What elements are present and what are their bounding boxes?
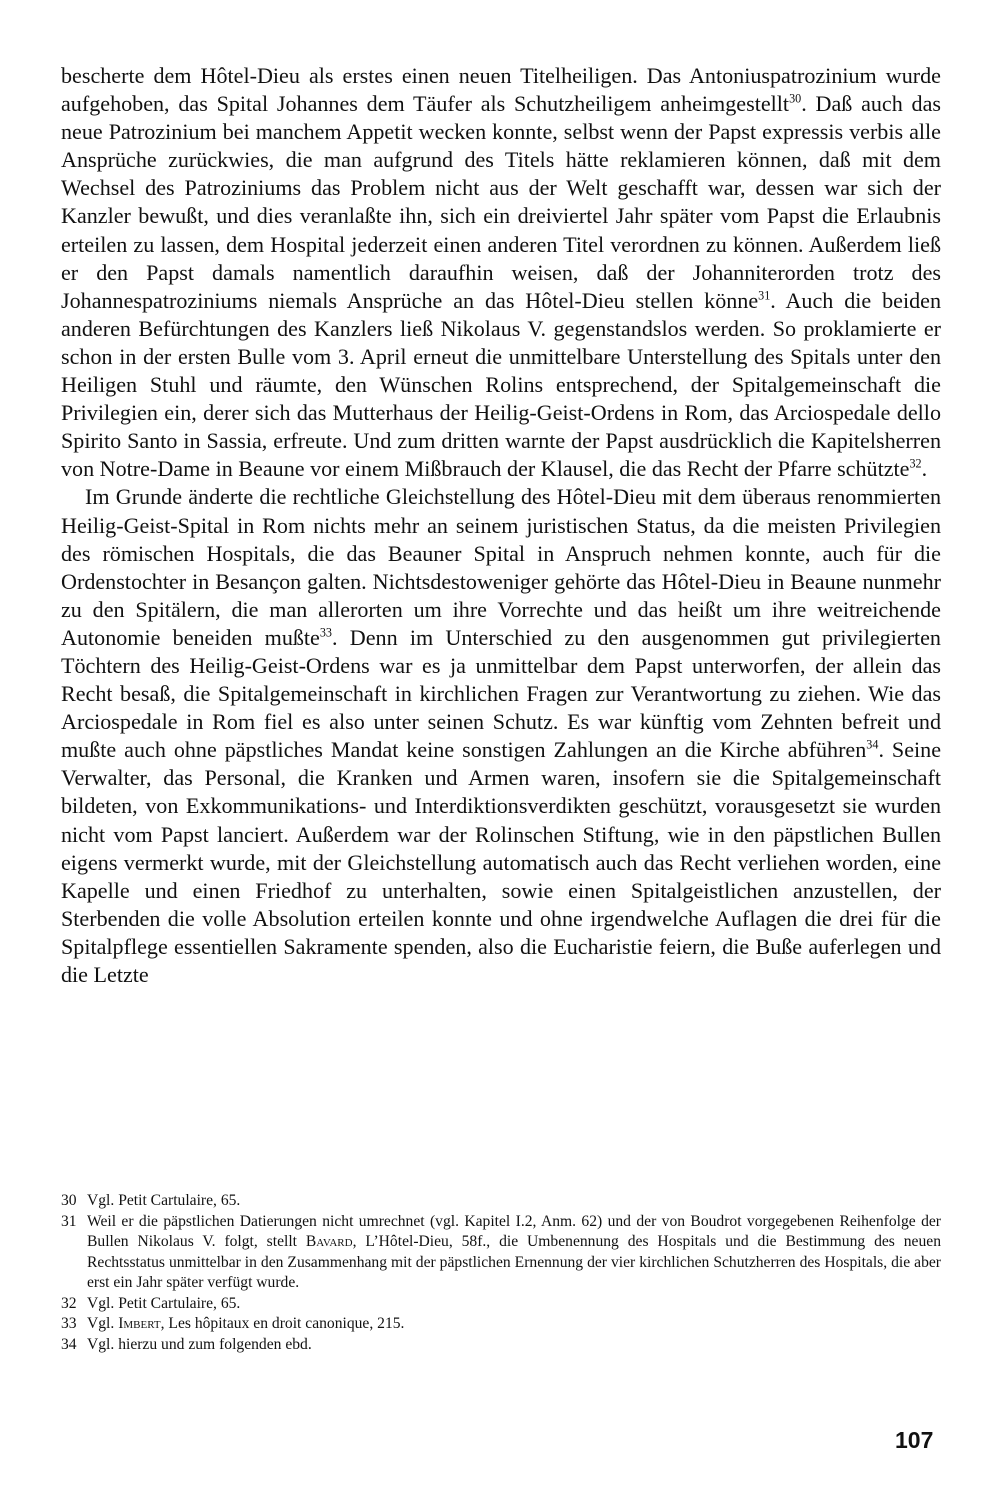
text-run: Weil er die päpstlichen Datierungen nicht umrechnet (vgl. Kapitel I.2, Anm. 62) und der von Boudrot vorgegebenen Reihenfolge der Bullen Nikolaus V. folgt, stellt — [87, 1212, 941, 1250]
text-run: , L’Hôtel-Dieu, 58f., die Umbenennung des Hospitals und die Bestimmung des neuen Rechtsstatus unmittelbar in den Zusammenhang mit der päpstlichen Ernennung der vier kirchlichen Schutzherren des Hospitals, die aber erst ein Jahr später verfügt wurde. — [87, 1233, 941, 1291]
footnote-text — [87, 1212, 941, 1294]
author-name: Bavard — [305, 1233, 353, 1250]
paragraph-2 — [61, 483, 941, 989]
footnote — [61, 1314, 941, 1335]
footnote — [61, 1335, 941, 1356]
footnotes — [61, 1191, 941, 1355]
footnote-text — [87, 1335, 941, 1356]
author-name: Imbert — [118, 1315, 161, 1332]
footnote-text — [87, 1191, 941, 1212]
text-run: Im Grunde änderte die rechtliche Gleichstellung des Hôtel-Dieu mit dem überaus renommierten Heilig-Geist-Spital in Rom nichts mehr an seinem juristischen Status, da die meisten Privilegien des römischen Hospitals, die das Beauner Spital in Anspruch nehmen konnte, auch für die Ordenstochter in Besançon galten. Nichtsdestoweniger gehörte das Hôtel-Dieu in Beaune nunmehr zu den Spitälern, die man allerorten um ihre Vorrechte und das heißt um ihre weitreichende Autonomie beneiden mußte — [61, 484, 941, 650]
footnote-number: 30 — [61, 1192, 77, 1209]
main-text — [61, 62, 941, 989]
footnote-ref: 31 — [758, 288, 771, 303]
footnote-ref: 32 — [909, 456, 922, 471]
text-run: , Les hôpitaux en droit canonique, 215. — [160, 1315, 405, 1332]
footnote-ref: 34 — [866, 737, 879, 752]
footnote-number: 31 — [61, 1212, 77, 1230]
text-run: bescherte dem Hôtel-Dieu als erstes einen neuen Titelheiligen. Das Antoniuspatrozinium wurde aufgehoben, das Spital Johannes dem Täufer als Schutzheiligem anheimgestellt — [61, 63, 941, 117]
footnote-ref: 30 — [789, 91, 802, 106]
footnote — [61, 1212, 941, 1294]
footnote-number: 32 — [61, 1294, 77, 1312]
text-run: Vgl. Petit Cartulaire, 65. — [87, 1294, 241, 1312]
text-run: Vgl. — [87, 1315, 119, 1332]
text-run: Vgl. Petit Cartulaire, 65. — [87, 1192, 241, 1209]
footnote-ref: 33 — [319, 625, 332, 640]
footnote-text — [87, 1314, 941, 1335]
footnote-number: 33 — [61, 1315, 77, 1332]
footnote-number: 34 — [61, 1335, 77, 1353]
footnote — [61, 1191, 941, 1212]
text-run: . Denn im Unterschied zu den ausgenommen gut privilegierten Töchtern des Heilig-Geist-Ordens war es ja unmittelbar dem Papst unterworfen, der allein das Recht besaß, die Spitalgemeinschaft in kirchlichen Fragen zur Verantwortung zu ziehen. Wie das Arciospedale in Rom fiel es also unter seinen Schutz. Es war künftig vom Zehnten befreit und mußte auch ohne päpstliches Mandat keine sonstigen Zahlungen an die Kirche abführen — [61, 624, 941, 763]
text-run: . Daß auch das neue Patrozinium bei manchem Appetit wecken konnte, selbst wenn der Papst expressis verbis alle Ansprüche zurückwies, die man aufgrund des Titels hätte reklamieren können, daß mit dem Wechsel des Patroziniums das Problem nicht aus der Welt geschafft war, dessen war sich der Kanzler bewußt, und dies veranlaßte ihn, sich ein dreiviertel Jahr später vom Papst die Erlaubnis erteilen zu lassen, dem Hospital jederzeit einen anderen Titel verordnen zu können. Außerdem ließ er den Papst damals namentlich daraufhin weisen, daß der Johanniterorden trotz des Johannespatroziniums niemals Ansprüche an das Hôtel-Dieu stellen könne — [61, 91, 941, 313]
text-run: . Seine Verwalter, das Personal, die Kranken und Armen waren, insofern sie die Spitalgemeinschaft bildeten, von Exkommunikations- und Interdiktionsverdikten geschützt, vorausgesetzt sie wurden nicht vom Papst lanciert. Außerdem war der Rolinschen Stiftung, wie in den päpstlichen Bullen eigens vermerkt wurde, mit der Gleichstellung automatisch auch das Recht verliehen worden, eine Kapelle und einen Friedhof zu unterhalten, sowie einen Spitalgeistlichen anzustellen, der Sterbenden die volle Absolution erteilen konnte und ohne irgendwelche Auflagen die drei für die Spitalpflege essentiellen Sakramente spenden, also die Eucharistie feiern, die Buße auferlegen und die Letzte — [61, 737, 941, 987]
text-run: Vgl. hierzu und zum folgenden ebd. — [87, 1335, 312, 1353]
page-number: 107 — [895, 1427, 934, 1453]
footnote — [61, 1294, 941, 1315]
footnote-text — [87, 1294, 941, 1315]
text-run: . — [921, 456, 928, 482]
text-run: . Auch die beiden anderen Befürchtungen des Kanzlers ließ Nikolaus V. gegenstandslos werden. So proklamierte er schon in der ersten Bulle vom 3. April erneut die unmittelbare Unterstellung des Spitals unter den Heiligen Stuhl und räumte, den Wünschen Rolins entsprechend, der Spitalgemeinschaft die Privilegien ein, derer sich das Mutterhaus der Heilig-Geist-Ordens in Rom, das Arciospedale dello Spirito Santo in Sassia, erfreute. Und zum dritten warnte der Papst ausdrücklich die Kapitelsherren von Notre-Dame in Beaune vor einem Mißbrauch der Klausel, die das Recht der Pfarre schützte — [61, 287, 941, 482]
page-body — [61, 62, 941, 989]
paragraph-1 — [61, 62, 941, 483]
